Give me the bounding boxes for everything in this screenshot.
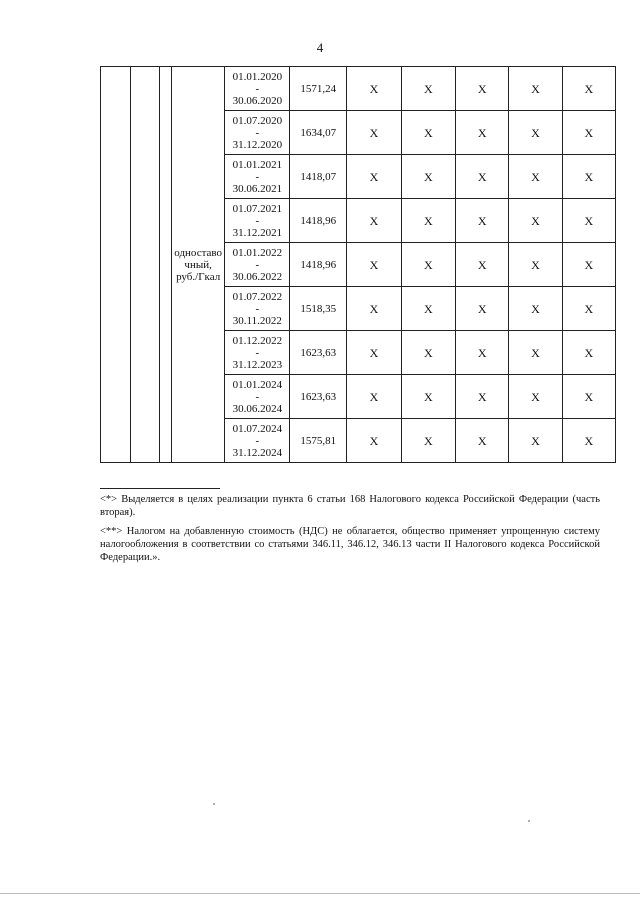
period-cell — [225, 199, 290, 243]
tariff-value-cell: 1571,24 — [290, 67, 347, 111]
period-line: 01.07.2022 — [232, 290, 283, 303]
period-line: 30.06.2020 — [232, 94, 283, 107]
not-applicable-mark: X — [509, 199, 562, 243]
not-applicable-mark: X — [347, 375, 401, 419]
period-line: - — [255, 82, 260, 95]
tariff-value-cell: 1418,07 — [290, 155, 347, 199]
period-line: - — [255, 390, 260, 403]
period-line: 01.07.2021 — [232, 202, 283, 215]
period-line: - — [255, 434, 260, 447]
not-applicable-mark: X — [509, 331, 562, 375]
not-applicable-mark: X — [401, 243, 455, 287]
not-applicable-mark: X — [401, 419, 455, 463]
period-line: 31.12.2024 — [232, 446, 283, 459]
not-applicable-mark: X — [456, 199, 509, 243]
period-cell — [225, 419, 290, 463]
tariff-value-cell: 1575,81 — [290, 419, 347, 463]
period-line: 01.01.2022 — [232, 246, 283, 259]
not-applicable-mark: X — [562, 199, 615, 243]
period-line: 01.01.2024 — [232, 378, 283, 391]
tariff-value-cell: 1518,35 — [290, 287, 347, 331]
period-line: 30.06.2022 — [232, 270, 283, 283]
not-applicable-mark: X — [509, 111, 562, 155]
not-applicable-mark: X — [509, 243, 562, 287]
period-line: - — [255, 126, 260, 139]
blank-column-1 — [101, 67, 131, 463]
period-line: 30.06.2021 — [232, 182, 283, 195]
period-line: - — [255, 346, 260, 359]
not-applicable-mark: X — [401, 375, 455, 419]
period-cell — [225, 155, 290, 199]
footnote-2: <**> Налогом на добавленную стоимость (НДС) не облагается, общество применяет упрощенную систему налогообложения в соответствии со статьями 346.11, 346.12, 346.13 части II Налогового кодекса Российской Федерации.». — [100, 526, 600, 563]
not-applicable-mark: X — [347, 331, 401, 375]
not-applicable-mark: X — [347, 419, 401, 463]
not-applicable-mark: X — [562, 243, 615, 287]
footnote-1: <*> Выделяется в целях реализации пункта 6 статьи 168 Налогового кодекса Российской Федерации (часть вторая). — [100, 494, 600, 518]
footnote-separator — [100, 488, 220, 489]
not-applicable-mark: X — [562, 111, 615, 155]
period-line: 01.12.2022 — [232, 334, 283, 347]
period-line: 30.11.2022 — [232, 314, 282, 327]
not-applicable-mark: X — [562, 419, 615, 463]
not-applicable-mark: X — [562, 155, 615, 199]
not-applicable-mark: X — [509, 375, 562, 419]
footnotes — [100, 493, 600, 570]
tariff-value-cell: 1634,07 — [290, 111, 347, 155]
not-applicable-mark: X — [562, 331, 615, 375]
tariff-value-cell: 1623,63 — [290, 331, 347, 375]
period-cell — [225, 331, 290, 375]
tariff-value-cell: 1418,96 — [290, 199, 347, 243]
not-applicable-mark: X — [401, 199, 455, 243]
unit-cell: одноставо чный, руб./Гкал — [172, 67, 225, 463]
not-applicable-mark: X — [509, 287, 562, 331]
period-cell — [225, 67, 290, 111]
period-line: - — [255, 214, 260, 227]
not-applicable-mark: X — [456, 287, 509, 331]
period-line: 01.07.2024 — [232, 422, 283, 435]
not-applicable-mark: X — [456, 331, 509, 375]
not-applicable-mark: X — [456, 111, 509, 155]
not-applicable-mark: X — [509, 67, 562, 111]
table-body — [101, 67, 616, 463]
not-applicable-mark: X — [401, 111, 455, 155]
not-applicable-mark: X — [347, 155, 401, 199]
period-cell — [225, 287, 290, 331]
period-line: 01.07.2020 — [232, 114, 283, 127]
not-applicable-mark: X — [562, 287, 615, 331]
period-line: 30.06.2024 — [232, 402, 283, 415]
blank-column-3 — [160, 67, 172, 463]
period-cell — [225, 243, 290, 287]
period-line: 31.12.2020 — [232, 138, 283, 151]
period-cell — [225, 111, 290, 155]
period-line: 01.01.2021 — [232, 158, 283, 171]
tariff-value-cell: 1418,96 — [290, 243, 347, 287]
page-number: 4 — [316, 40, 324, 55]
period-line: - — [255, 302, 260, 315]
blank-column-2 — [130, 67, 160, 463]
not-applicable-mark: X — [347, 67, 401, 111]
tariff-table — [100, 66, 616, 463]
not-applicable-mark: X — [562, 375, 615, 419]
period-line: - — [255, 170, 260, 183]
not-applicable-mark: X — [347, 199, 401, 243]
not-applicable-mark: X — [401, 287, 455, 331]
not-applicable-mark: X — [456, 243, 509, 287]
period-line: - — [255, 258, 260, 271]
period-line: 31.12.2023 — [232, 358, 283, 371]
not-applicable-mark: X — [562, 67, 615, 111]
not-applicable-mark: X — [509, 419, 562, 463]
scan-speck — [528, 820, 530, 822]
not-applicable-mark: X — [456, 419, 509, 463]
period-line: 01.01.2020 — [232, 70, 283, 83]
not-applicable-mark: X — [401, 67, 455, 111]
not-applicable-mark: X — [456, 375, 509, 419]
period-cell — [225, 375, 290, 419]
scan-speck — [213, 803, 215, 805]
tariff-value-cell: 1623,63 — [290, 375, 347, 419]
period-line: 31.12.2021 — [232, 226, 283, 239]
not-applicable-mark: X — [456, 155, 509, 199]
not-applicable-mark: X — [347, 111, 401, 155]
not-applicable-mark: X — [347, 287, 401, 331]
not-applicable-mark: X — [401, 331, 455, 375]
table-row — [101, 67, 616, 111]
not-applicable-mark: X — [509, 155, 562, 199]
not-applicable-mark: X — [347, 243, 401, 287]
not-applicable-mark: X — [456, 67, 509, 111]
not-applicable-mark: X — [401, 155, 455, 199]
page-bottom-edge — [0, 893, 640, 894]
